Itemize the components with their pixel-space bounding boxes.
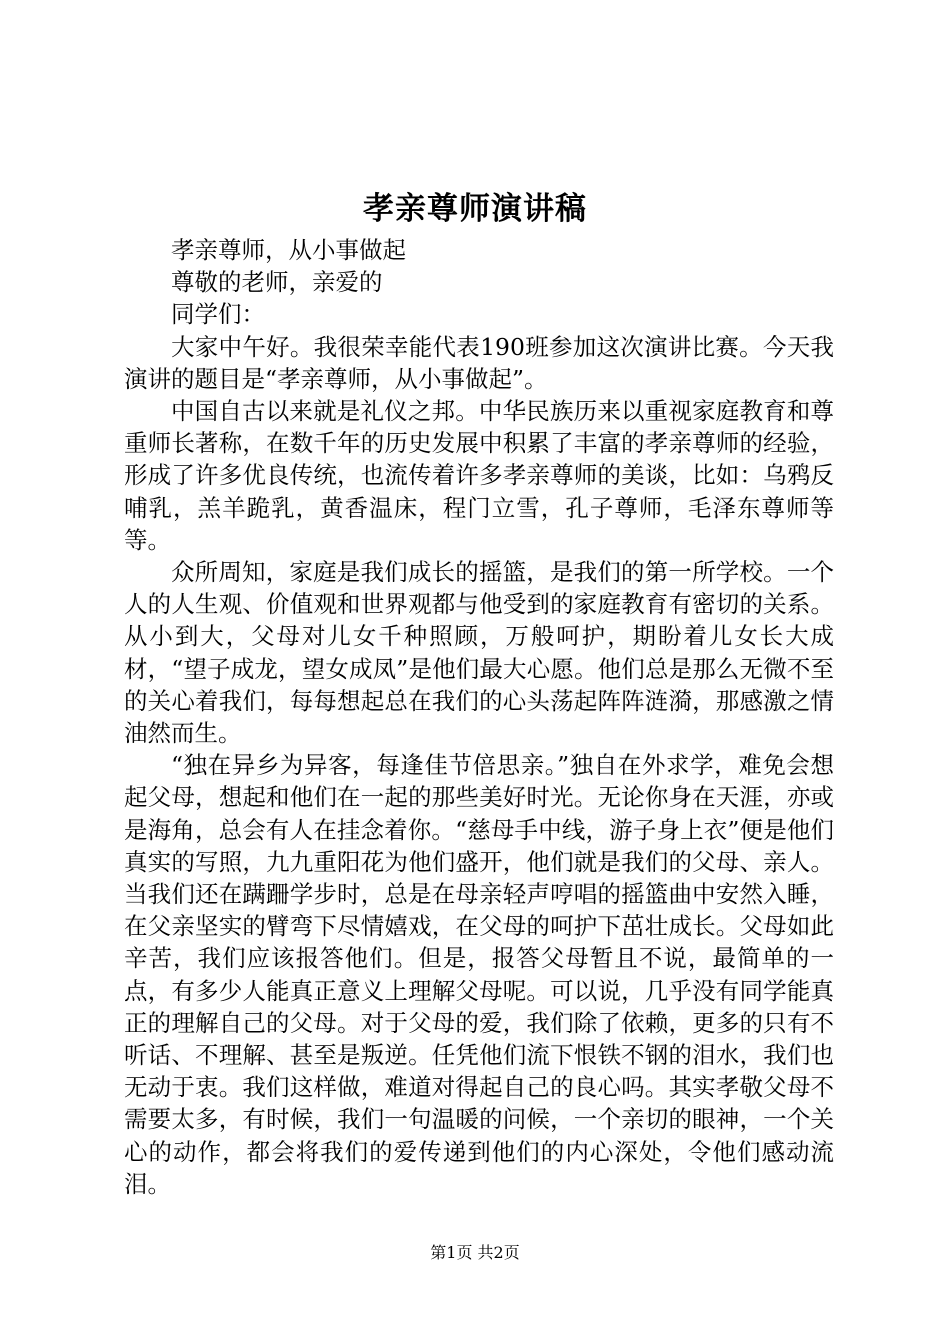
paragraph-subtitle: 孝亲尊师，从小事做起 — [171, 236, 406, 264]
paragraph-history: 中国自古以来就是礼仪之邦。中华民族历来以重视家庭教育和尊重师长著称，在数千年的历史发展中积累了丰富的孝亲尊师的经验，形成了许多优良传统，也流传着许多孝亲尊师的美谈，比如：乌鸦反哺乳，羔羊跪乳，黄香温床，程门立雪，孔子尊师，毛泽东尊师等等。 — [124, 397, 834, 554]
paragraph-parents: “独在异乡为异客，每逢佳节倍思亲。”独自在外求学，难免会想起父母，想起和他们在一起的那些美好时光。无论你身在天涯，亦或是海角，总会有人在挂念着你。“慈母手中线，游子身上衣”便是他们真实的写照，九九重阳花为他们盛开，他们就是我们的父母、亲人。当我们还在蹒跚学步时，总是在母亲轻声哼唱的摇篮曲中安然入睡，在父亲坚实的臂弯下尽情嬉戏，在父母的呵护下茁壮成长。父母如此辛苦，我们应该报答他们。但是，报答父母暂且不说，最简单的一点，有多少人能真正意义上理解父母呢。可以说，几乎没有同学能真正的理解自己的父母。对于父母的爱，我们除了依赖，更多的只有不听话、不理解、甚至是叛逆。任凭他们流下恨铁不钢的泪水，我们也无动于衷。我们这样做，难道对得起自己的良心吗。其实孝敬父母不需要太多，有时候，我们一句温暖的问候，一个亲切的眼神，一个关心的动作，都会将我们的爱传递到他们的内心深处，令他们感动流泪。 — [124, 751, 834, 1198]
paragraph-greeting: 大家中午好。我很荣幸能代表190班参加这次演讲比赛。今天我演讲的题目是“孝亲尊师，从小事做起”。 — [124, 332, 834, 393]
page-footer: 第1页 共2页 — [430, 1243, 520, 1262]
paragraph-salutation-1: 尊敬的老师，亲爱的 — [171, 268, 383, 297]
document-title: 孝亲尊师演讲稿 — [363, 191, 587, 227]
paragraph-family: 众所周知，家庭是我们成长的摇篮，是我们的第一所学校。一个人的人生观、价值观和世界观都与他受到的家庭教育有密切的关系。从小到大，父母对儿女千种照顾，万般呵护，期盼着儿女长大成材，“望子成龙，望女成凤”是他们最大心愿。他们总是那么无微不至的关心着我们，每每想起总在我们的心头荡起阵阵涟漪，那感激之情油然而生。 — [124, 558, 834, 748]
document-body — [124, 234, 834, 1200]
paragraph-salutation-2: 同学们： — [171, 300, 265, 329]
